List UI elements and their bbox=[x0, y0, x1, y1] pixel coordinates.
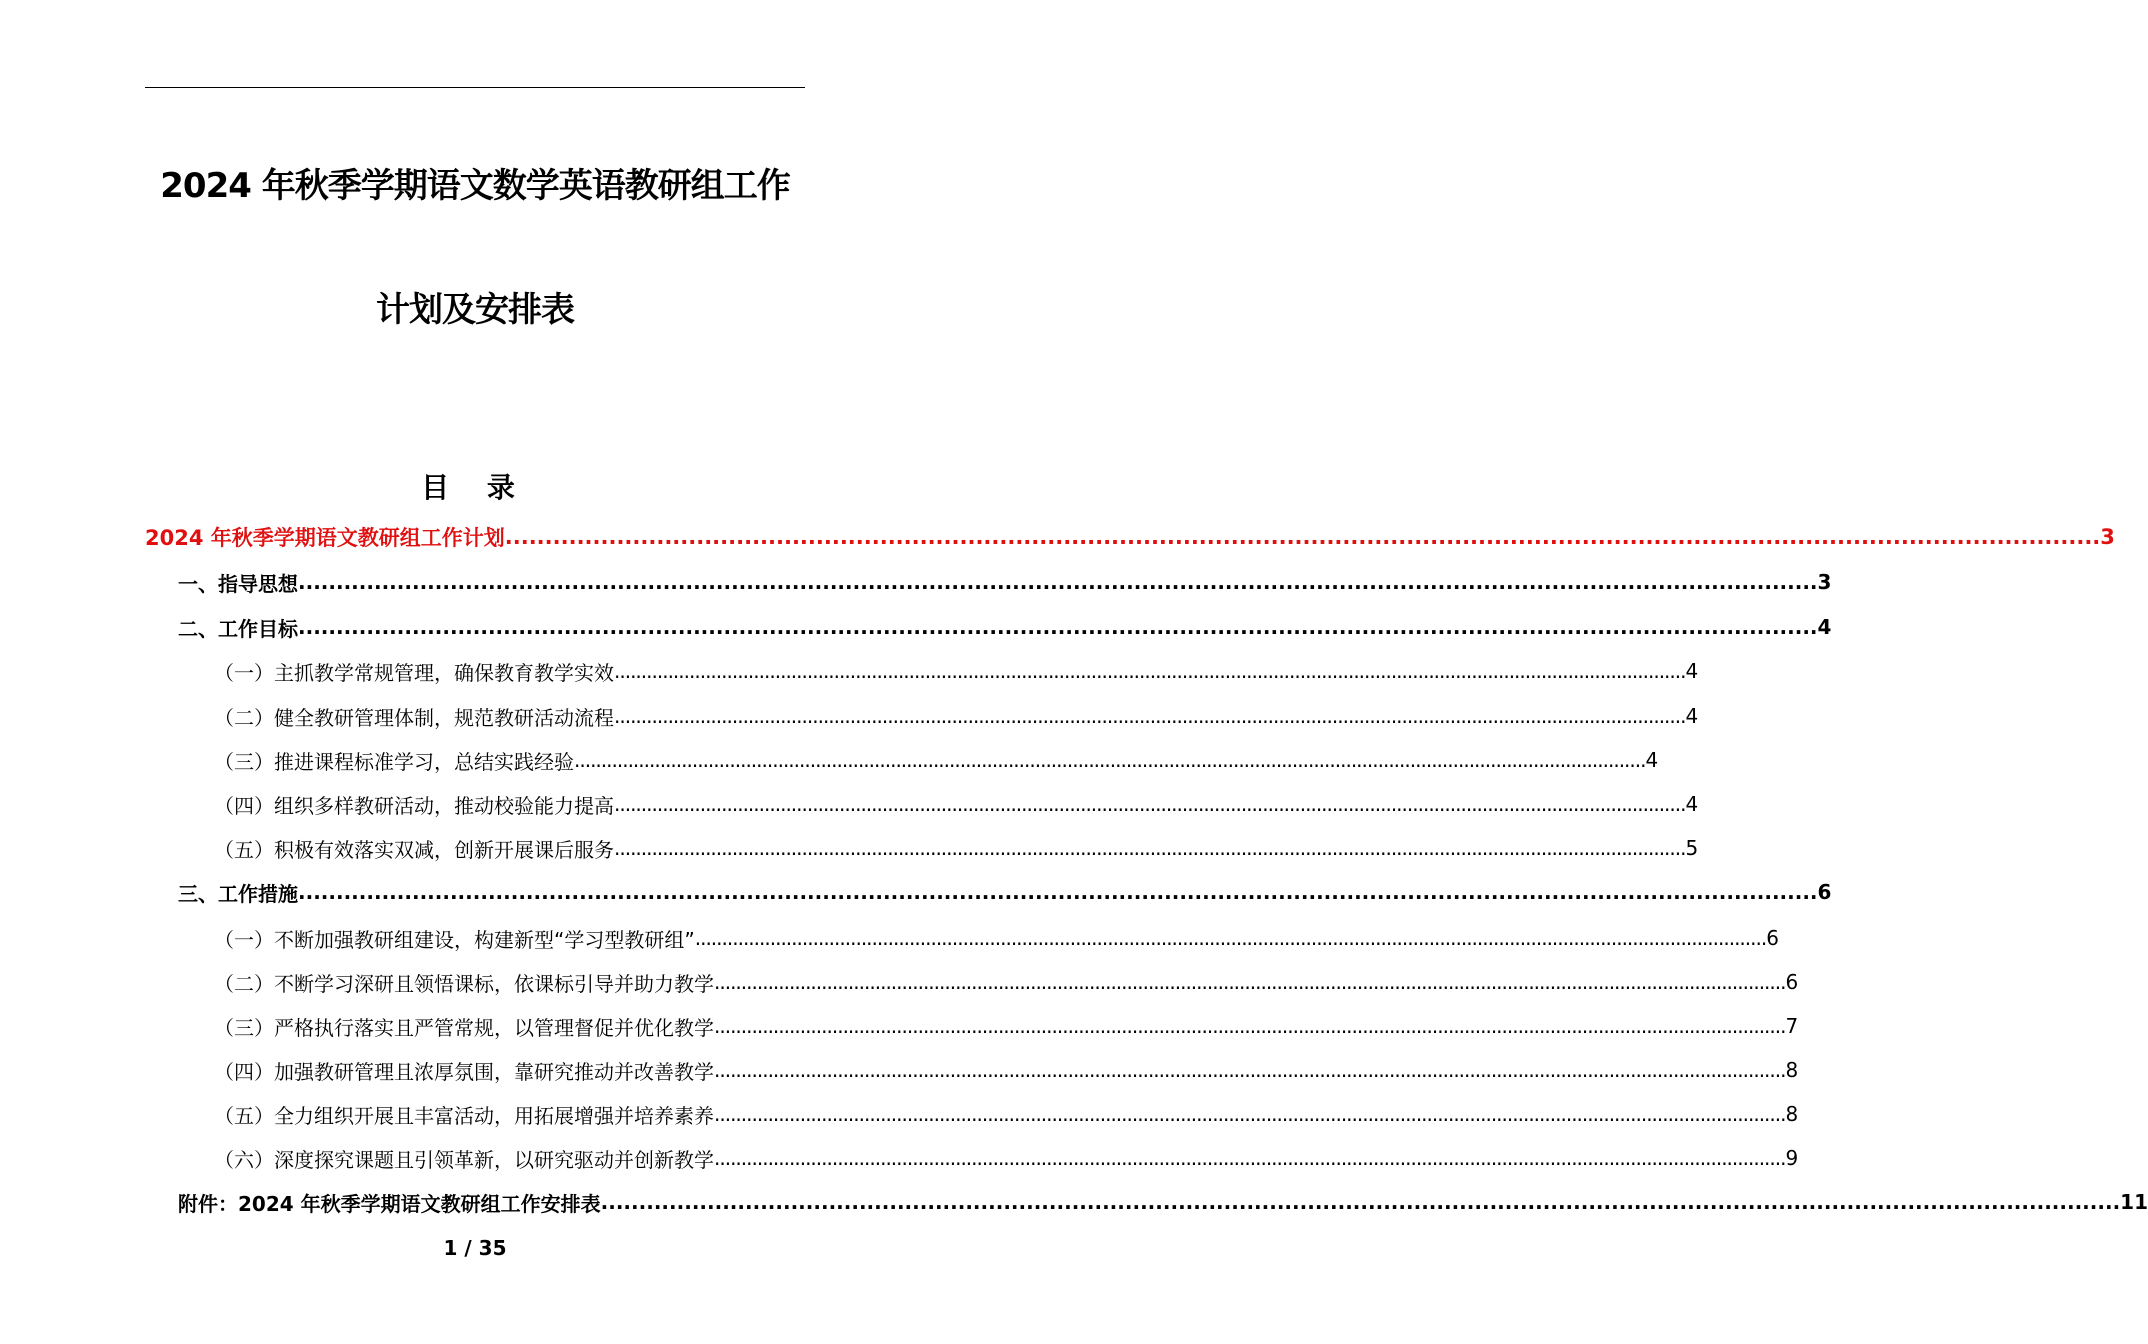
toc-dot-leader: ........................................................................................................................................................................................................ bbox=[694, 926, 1767, 950]
document-title-line1: 2024 年秋季学期语文数学英语教研组工作 bbox=[160, 166, 790, 206]
document-title-line2: 计划及安排表 bbox=[376, 290, 574, 330]
toc-entry-page: 4 bbox=[1645, 748, 1659, 772]
toc-entry-page: 6 bbox=[1817, 880, 1832, 904]
toc-entry-title: 附件：2024 年秋季学期语文教研组工作安排表 bbox=[178, 1191, 601, 1216]
toc-entry-title: 二、工作目标 bbox=[178, 616, 298, 641]
toc-entry-title: （一）主抓教学常规管理，确保教育教学实效 bbox=[214, 660, 614, 685]
toc-entry[interactable] bbox=[0, 566, 1832, 598]
toc-entry[interactable] bbox=[0, 1142, 1799, 1174]
toc-entry[interactable] bbox=[0, 788, 1699, 820]
header-rule bbox=[145, 87, 805, 88]
toc-entry-title: （五）全力组织开展且丰富活动，用拓展增强并培养素养 bbox=[214, 1103, 714, 1128]
toc-entry[interactable] bbox=[0, 966, 1799, 998]
toc-entry-page: 4 bbox=[1685, 704, 1699, 728]
toc-entry-page: 5 bbox=[1685, 836, 1699, 860]
toc-entry-title: （四）加强教研管理且浓厚氛围，靠研究推动并改善教学 bbox=[214, 1059, 714, 1084]
toc-entry[interactable] bbox=[0, 611, 1832, 643]
toc-entry-page: 6 bbox=[1785, 970, 1799, 994]
toc-dot-leader: ........................................................................................................................................................................................................ bbox=[714, 1058, 1786, 1082]
toc-entry[interactable] bbox=[0, 922, 1779, 954]
toc-entry-title: （二）健全教研管理体制，规范教研活动流程 bbox=[214, 705, 614, 730]
toc-entry-title: （六）深度探究课题且引领革新，以研究驱动并创新教学 bbox=[214, 1147, 714, 1172]
toc-entry-page: 4 bbox=[1817, 615, 1832, 639]
toc-dot-leader: ........................................................................................................................................................................................................ bbox=[504, 525, 2101, 549]
toc-entry[interactable] bbox=[0, 521, 2115, 553]
toc-entry-page: 6 bbox=[1766, 926, 1779, 950]
toc-entry-title: （三）严格执行落实且严管常规，以管理督促并优化教学 bbox=[214, 1015, 714, 1040]
toc-entry-title: 一、指导思想 bbox=[178, 571, 298, 596]
toc-entry[interactable] bbox=[0, 1054, 1799, 1086]
toc-entry[interactable] bbox=[0, 832, 1699, 864]
toc-dot-leader: ........................................................................................................................................................................................................ bbox=[714, 1014, 1786, 1038]
toc-entry-title: 三、工作措施 bbox=[178, 881, 298, 906]
toc-entry-title: （五）积极有效落实双减，创新开展课后服务 bbox=[214, 837, 614, 862]
toc-heading: 目 录 bbox=[421, 471, 529, 504]
toc-entry[interactable] bbox=[0, 1098, 1799, 1130]
toc-dot-leader: ........................................................................................................................................................................................................ bbox=[714, 1102, 1786, 1126]
toc-dot-leader: ........................................................................................................................................................................................................ bbox=[574, 748, 1646, 772]
toc-entry-page: 3 bbox=[1817, 570, 1832, 594]
toc-dot-leader: ........................................................................................................................................................................................................ bbox=[600, 1190, 2121, 1214]
toc-entry-title: （一）不断加强教研组建设，构建新型“学习型教研组” bbox=[214, 927, 695, 952]
page-indicator: 1 / 35 bbox=[443, 1236, 507, 1260]
toc-dot-leader: ........................................................................................................................................................................................................ bbox=[614, 704, 1686, 728]
toc-dot-leader: ........................................................................................................................................................................................................ bbox=[714, 1146, 1786, 1170]
toc-entry[interactable] bbox=[0, 655, 1699, 687]
toc-entry[interactable] bbox=[0, 1186, 2148, 1218]
toc-dot-leader: ........................................................................................................................................................................................................ bbox=[298, 570, 1818, 594]
toc-entry-page: 11 bbox=[2120, 1190, 2148, 1214]
toc-dot-leader: ........................................................................................................................................................................................................ bbox=[614, 659, 1686, 683]
toc-dot-leader: ........................................................................................................................................................................................................ bbox=[298, 615, 1818, 639]
toc-entry-page: 4 bbox=[1685, 792, 1699, 816]
toc-entry[interactable] bbox=[0, 744, 1659, 776]
toc-entry[interactable] bbox=[0, 1010, 1799, 1042]
toc-dot-leader: ........................................................................................................................................................................................................ bbox=[298, 880, 1818, 904]
toc-entry-title: 2024 年秋季学期语文教研组工作计划 bbox=[145, 526, 505, 550]
toc-entry[interactable] bbox=[0, 876, 1832, 908]
toc-dot-leader: ........................................................................................................................................................................................................ bbox=[614, 792, 1686, 816]
toc-entry-title: （四）组织多样教研活动，推动校验能力提高 bbox=[214, 793, 614, 818]
toc-entry-title: （三）推进课程标准学习，总结实践经验 bbox=[214, 749, 574, 774]
toc-entry-page: 3 bbox=[2100, 525, 2115, 549]
toc-dot-leader: ........................................................................................................................................................................................................ bbox=[614, 836, 1686, 860]
toc-entry-page: 8 bbox=[1785, 1102, 1799, 1126]
toc-dot-leader: ........................................................................................................................................................................................................ bbox=[714, 970, 1786, 994]
toc-entry-page: 7 bbox=[1785, 1014, 1799, 1038]
toc-entry-title: （二）不断学习深研且领悟课标，依课标引导并助力教学 bbox=[214, 971, 714, 996]
toc-entry[interactable] bbox=[0, 700, 1699, 732]
toc-entry-page: 9 bbox=[1785, 1146, 1799, 1170]
toc-entry-page: 4 bbox=[1685, 659, 1699, 683]
toc-entry-page: 8 bbox=[1785, 1058, 1799, 1082]
